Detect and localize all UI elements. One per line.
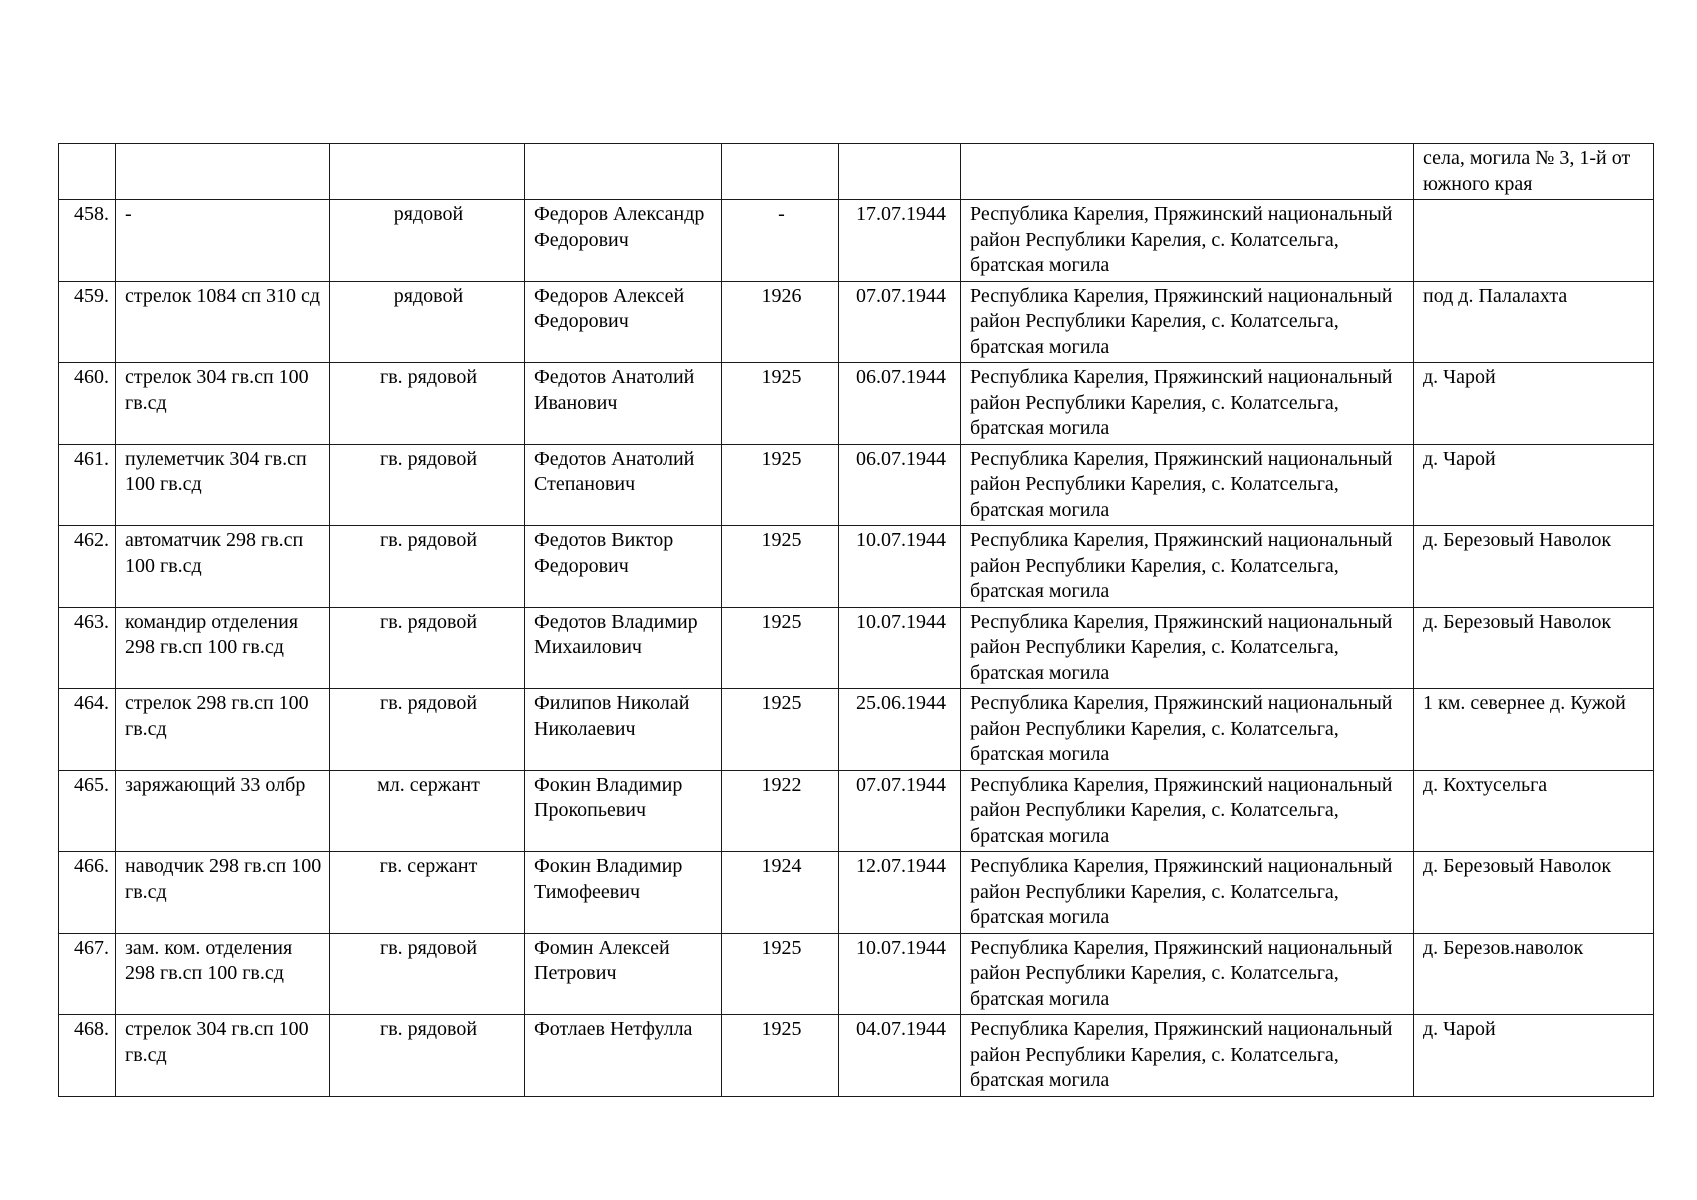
cell-death-place: д. Березов.наволок — [1414, 933, 1654, 1015]
cell-burial-place: Республика Карелия, Пряжинский национальный район Республики Карелия, с. Колатсельга, братская могила — [961, 444, 1414, 526]
cell-position: заряжающий 33 олбр — [116, 770, 330, 852]
cell-birth-year: 1922 — [722, 770, 839, 852]
cell-number: 466. — [59, 852, 116, 934]
cell-rank: рядовой — [330, 200, 525, 282]
cell-name: Фокин Владимир Прокопьевич — [525, 770, 722, 852]
cell-number: 467. — [59, 933, 116, 1015]
table-row — [59, 526, 1654, 608]
cell-birth-year: 1925 — [722, 526, 839, 608]
cell-burial-place: Республика Карелия, Пряжинский национальный район Республики Карелия, с. Колатсельга, братская могила — [961, 526, 1414, 608]
cell-number: 464. — [59, 689, 116, 771]
cell-death-place: д. Чарой — [1414, 1015, 1654, 1097]
cell-burial-place: Республика Карелия, Пряжинский национальный район Республики Карелия, с. Колатсельга, братская могила — [961, 933, 1414, 1015]
cell-name: Фотлаев Нетфулла — [525, 1015, 722, 1097]
cell-position: пулеметчик 304 гв.сп 100 гв.сд — [116, 444, 330, 526]
cell-death-date: 25.06.1944 — [839, 689, 961, 771]
cell-burial-place: Республика Карелия, Пряжинский национальный район Республики Карелия, с. Колатсельга, братская могила — [961, 607, 1414, 689]
cell-position: командир отделения 298 гв.сп 100 гв.сд — [116, 607, 330, 689]
cell-death-date: 10.07.1944 — [839, 526, 961, 608]
continuation-row — [59, 144, 1654, 200]
cell-birth-year: - — [722, 200, 839, 282]
cell-birth-year: 1925 — [722, 1015, 839, 1097]
cell-position: стрелок 304 гв.сп 100 гв.сд — [116, 363, 330, 445]
cell-burial-place — [961, 144, 1414, 200]
cell-death-place — [1414, 200, 1654, 282]
cell-number: 459. — [59, 281, 116, 363]
cell-number: 462. — [59, 526, 116, 608]
cell-birth-year: 1925 — [722, 607, 839, 689]
cell-number: 468. — [59, 1015, 116, 1097]
cell-burial-place: Республика Карелия, Пряжинский национальный район Республики Карелия, с. Колатсельга, братская могила — [961, 852, 1414, 934]
cell-name: Федотов Анатолий Степанович — [525, 444, 722, 526]
table-row — [59, 607, 1654, 689]
cell-position — [116, 144, 330, 200]
table-row — [59, 770, 1654, 852]
table-row — [59, 689, 1654, 771]
cell-number: 465. — [59, 770, 116, 852]
cell-position: зам. ком. отделения 298 гв.сп 100 гв.сд — [116, 933, 330, 1015]
burial-register-table — [58, 143, 1654, 1097]
cell-death-date: 12.07.1944 — [839, 852, 961, 934]
cell-birth-year: 1925 — [722, 933, 839, 1015]
table-row — [59, 444, 1654, 526]
cell-death-place: д. Березовый Наволок — [1414, 526, 1654, 608]
cell-birth-year — [722, 144, 839, 200]
cell-number — [59, 144, 116, 200]
cell-name: Федотов Владимир Михаилович — [525, 607, 722, 689]
cell-name — [525, 144, 722, 200]
cell-rank: гв. сержант — [330, 852, 525, 934]
cell-position: наводчик 298 гв.сп 100 гв.сд — [116, 852, 330, 934]
cell-name: Фокин Владимир Тимофеевич — [525, 852, 722, 934]
cell-death-date: 06.07.1944 — [839, 363, 961, 445]
cell-birth-year: 1925 — [722, 689, 839, 771]
cell-death-date: 17.07.1944 — [839, 200, 961, 282]
cell-name: Фомин Алексей Петрович — [525, 933, 722, 1015]
cell-rank: гв. рядовой — [330, 1015, 525, 1097]
cell-rank — [330, 144, 525, 200]
cell-death-place: д. Чарой — [1414, 363, 1654, 445]
cell-death-place: села, могила № 3, 1-й от южного края — [1414, 144, 1654, 200]
cell-name: Федотов Анатолий Иванович — [525, 363, 722, 445]
cell-death-date: 04.07.1944 — [839, 1015, 961, 1097]
cell-burial-place: Республика Карелия, Пряжинский национальный район Республики Карелия, с. Колатсельга, братская могила — [961, 689, 1414, 771]
cell-position: стрелок 298 гв.сп 100 гв.сд — [116, 689, 330, 771]
cell-death-date: 10.07.1944 — [839, 607, 961, 689]
cell-birth-year: 1925 — [722, 444, 839, 526]
cell-death-date: 06.07.1944 — [839, 444, 961, 526]
cell-death-date — [839, 144, 961, 200]
cell-position: стрелок 304 гв.сп 100 гв.сд — [116, 1015, 330, 1097]
register-body — [59, 144, 1654, 1097]
table-row — [59, 933, 1654, 1015]
cell-rank: гв. рядовой — [330, 526, 525, 608]
cell-burial-place: Республика Карелия, Пряжинский национальный район Республики Карелия, с. Колатсельга, братская могила — [961, 1015, 1414, 1097]
cell-death-place: 1 км. севернее д. Кужой — [1414, 689, 1654, 771]
cell-birth-year: 1926 — [722, 281, 839, 363]
cell-position: - — [116, 200, 330, 282]
cell-burial-place: Республика Карелия, Пряжинский национальный район Республики Карелия, с. Колатсельга, братская могила — [961, 363, 1414, 445]
cell-name: Федотов Виктор Федорович — [525, 526, 722, 608]
cell-death-place: д. Березовый Наволок — [1414, 852, 1654, 934]
cell-rank: гв. рядовой — [330, 933, 525, 1015]
cell-death-date: 07.07.1944 — [839, 770, 961, 852]
cell-death-date: 07.07.1944 — [839, 281, 961, 363]
cell-death-date: 10.07.1944 — [839, 933, 961, 1015]
cell-birth-year: 1925 — [722, 363, 839, 445]
cell-death-place: д. Чарой — [1414, 444, 1654, 526]
cell-death-place: под д. Палалахта — [1414, 281, 1654, 363]
cell-number: 461. — [59, 444, 116, 526]
table-row — [59, 281, 1654, 363]
cell-number: 463. — [59, 607, 116, 689]
table-row — [59, 363, 1654, 445]
cell-death-place: д. Кохтусельга — [1414, 770, 1654, 852]
cell-burial-place: Республика Карелия, Пряжинский национальный район Республики Карелия, с. Колатсельга, братская могила — [961, 200, 1414, 282]
cell-burial-place: Республика Карелия, Пряжинский национальный район Республики Карелия, с. Колатсельга, братская могила — [961, 770, 1414, 852]
cell-name: Федоров Алексей Федорович — [525, 281, 722, 363]
cell-rank: гв. рядовой — [330, 363, 525, 445]
cell-name: Федоров Александр Федорович — [525, 200, 722, 282]
table-row — [59, 1015, 1654, 1097]
cell-position: автоматчик 298 гв.сп 100 гв.сд — [116, 526, 330, 608]
cell-position: стрелок 1084 сп 310 сд — [116, 281, 330, 363]
cell-rank: гв. рядовой — [330, 444, 525, 526]
cell-burial-place: Республика Карелия, Пряжинский национальный район Республики Карелия, с. Колатсельга, братская могила — [961, 281, 1414, 363]
cell-name: Филипов Николай Николаевич — [525, 689, 722, 771]
table-row — [59, 200, 1654, 282]
table-row — [59, 852, 1654, 934]
cell-number: 458. — [59, 200, 116, 282]
cell-rank: рядовой — [330, 281, 525, 363]
cell-birth-year: 1924 — [722, 852, 839, 934]
cell-rank: мл. сержант — [330, 770, 525, 852]
cell-number: 460. — [59, 363, 116, 445]
cell-rank: гв. рядовой — [330, 607, 525, 689]
cell-death-place: д. Березовый Наволок — [1414, 607, 1654, 689]
cell-rank: гв. рядовой — [330, 689, 525, 771]
